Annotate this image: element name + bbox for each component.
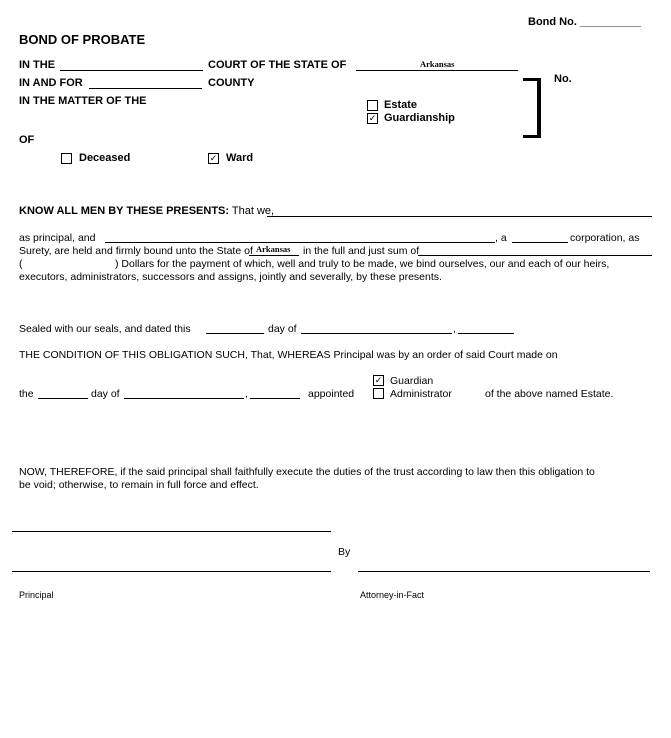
estate-label: Estate [384, 99, 418, 111]
order-month-field[interactable] [124, 398, 244, 399]
court-of-state-label: COURT OF THE STATE OF [208, 59, 347, 71]
page-title: BOND OF PROBATE [19, 32, 146, 47]
ward-checkbox[interactable]: ✓ [209, 153, 218, 163]
a-label: , a [495, 232, 507, 244]
sealed-day-field[interactable] [206, 333, 264, 334]
now-therefore-line-2: be void; otherwise, to remain in full force and effect. [19, 479, 259, 491]
principal-label: Principal [19, 590, 54, 600]
ward-label: Ward [226, 152, 254, 164]
appointed-label: appointed [308, 388, 355, 400]
county-label: COUNTY [208, 77, 255, 89]
state-field[interactable] [356, 70, 518, 71]
full-sum-label: in the full and just sum of [303, 245, 420, 257]
corporation-as-label: corporation, as [570, 232, 640, 244]
guardianship-label: Guardianship [384, 112, 455, 124]
order-year-field[interactable] [250, 398, 300, 399]
surety-name-field[interactable] [105, 242, 495, 243]
county-name-field[interactable] [89, 88, 202, 89]
bound-state-value: Arkansas [256, 244, 291, 254]
bond-number-label: Bond No. __________ [528, 16, 642, 28]
in-the-matter-label: IN THE MATTER OF THE [19, 95, 147, 107]
administrator-label: Administrator [390, 388, 452, 400]
signature-line-upper[interactable] [12, 531, 331, 532]
order-day-field[interactable] [38, 398, 88, 399]
deceased-checkbox[interactable] [61, 153, 72, 164]
sealed-month-field[interactable] [301, 333, 452, 334]
open-paren: ( [19, 258, 23, 270]
deceased-label: Deceased [79, 152, 131, 164]
now-therefore-line-1: NOW, THEREFORE, if the said principal shall faithfully execute the duties of the trust according to law then this obligation to [19, 466, 595, 478]
as-principal-label: as principal, and [19, 232, 96, 244]
sealed-label: Sealed with our seals, and dated this [19, 323, 191, 335]
attorney-in-fact-label: Attorney-in-Fact [360, 590, 425, 600]
case-number-bracket [523, 78, 541, 138]
executors-text: executors, administrators, successors and assigns, jointly and severally, by these presents. [19, 271, 442, 283]
sealed-comma: , [453, 323, 456, 335]
sealed-year-field[interactable] [458, 333, 514, 334]
court-name-field[interactable] [60, 70, 203, 71]
condition-the-label: the [19, 388, 34, 400]
in-and-for-label: IN AND FOR [19, 77, 83, 89]
sealed-day-of-label: day of [268, 323, 297, 335]
state-value: Arkansas [420, 59, 455, 69]
surety-text: Surety, are held and firmly bound unto the State of [19, 245, 253, 257]
guardian-checkbox[interactable]: ✓ [374, 375, 383, 385]
principal-name-field[interactable] [267, 216, 652, 217]
corporation-state-field[interactable] [512, 242, 568, 243]
bound-state-field[interactable] [249, 255, 299, 256]
condition-text: THE CONDITION OF THIS OBLIGATION SUCH, That, WHEREAS Principal was by an order of said Court made on [19, 349, 558, 361]
guardianship-checkbox[interactable]: ✓ [368, 113, 377, 123]
principal-signature-line[interactable] [12, 571, 331, 572]
sum-words-field[interactable] [418, 255, 652, 256]
in-the-label: IN THE [19, 59, 56, 71]
by-label: By [338, 546, 351, 558]
administrator-checkbox[interactable] [373, 388, 384, 399]
estate-checkbox[interactable] [367, 100, 378, 111]
know-all-lead: KNOW ALL MEN BY THESE PRESENTS: [19, 205, 230, 217]
know-all-paragraph [19, 206, 274, 217]
dollars-text: ) Dollars for the payment of which, well and truly to be made, we bind ourselves, our and each of our heirs, [115, 258, 610, 270]
case-number-label: No. [554, 73, 572, 85]
guardian-label: Guardian [390, 375, 434, 387]
of-label: OF [19, 134, 35, 146]
that-we-label: That we, [231, 205, 275, 217]
attorney-signature-line[interactable] [358, 571, 650, 572]
named-estate-label: of the above named Estate. [485, 388, 614, 400]
order-day-of-label: day of [91, 388, 120, 400]
order-comma: , [245, 388, 248, 400]
